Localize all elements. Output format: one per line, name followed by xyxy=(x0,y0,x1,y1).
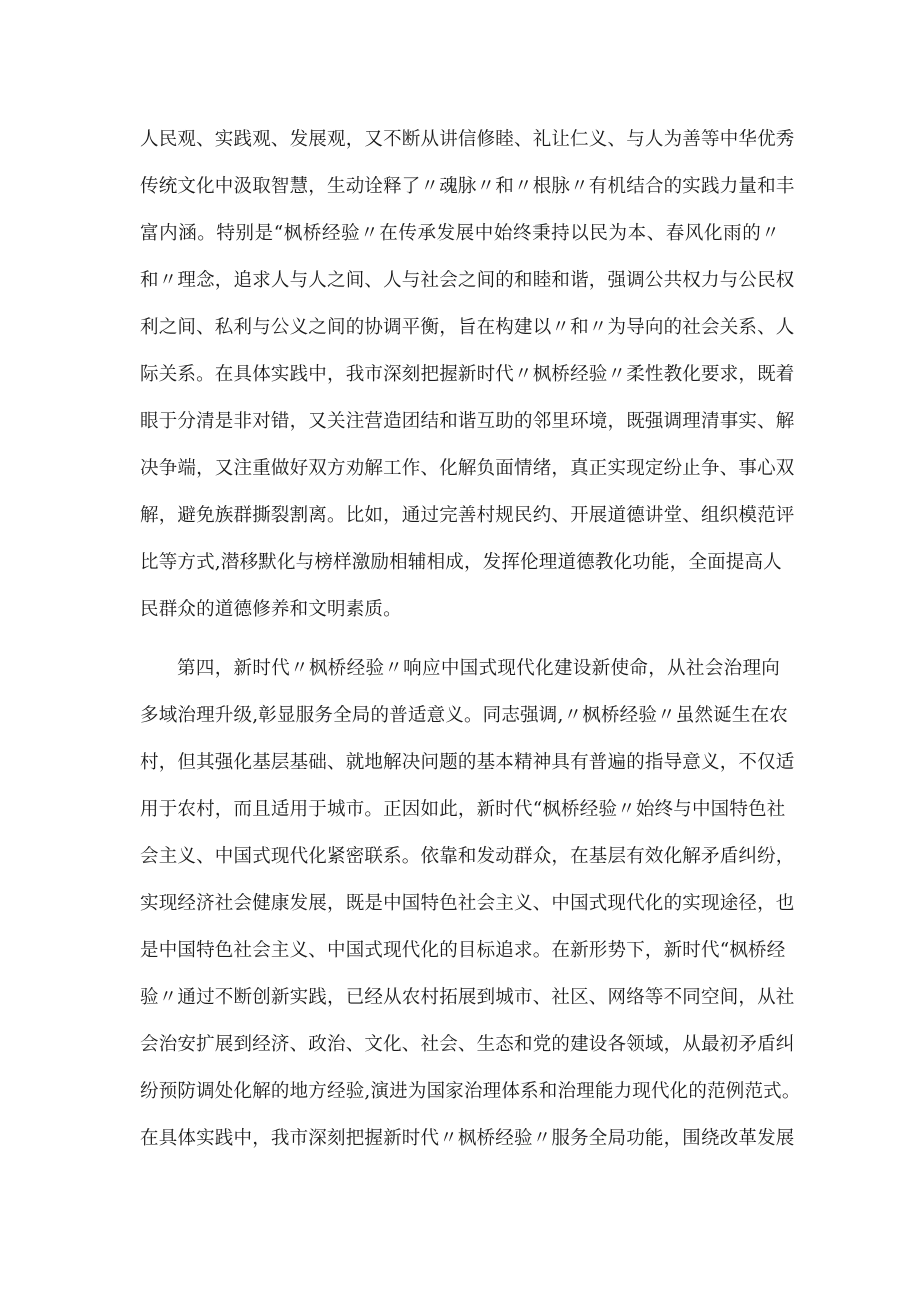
text-line: 决争端，又注重做好双方劝解工作、化解负面情绪，真正实现定纷止争、事心双 xyxy=(140,458,795,479)
text-line: 民群众的道德修养和文明素质。 xyxy=(140,599,402,620)
text-line: 和〃理念，追求人与人之间、人与社会之间的和睦和谐，强调公共权力与公民权 xyxy=(140,270,795,291)
text-line: 在具体实践中，我市深刻把握新时代〃枫桥经验〃服务全局功能，围绕改革发展 xyxy=(140,1128,795,1149)
text-line: 验〃通过不断创新实践，已经从农村拓展到城市、社区、网络等不同空间，从社 xyxy=(140,987,795,1008)
paragraph-first-line: 第四，新时代〃枫桥经验〃响应中国式现代化建设新使命，从社会治理向 xyxy=(177,658,780,679)
text-line: 利之间、私利与公义之间的协调平衡，旨在构建以〃和〃为导向的社会关系、人 xyxy=(140,317,795,338)
text-line: 人民观、实践观、发展观，又不断从讲信修睦、礼让仁义、与人为善等中华优秀 xyxy=(140,129,795,150)
text-line: 富内涵。特别是“枫桥经验〃在传承发展中始终秉持以民为本、春风化雨的〃 xyxy=(140,223,780,244)
text-line: 眼于分清是非对错，又关注营造团结和谐互助的邻里环境，既强调理清事实、解 xyxy=(140,411,795,432)
text-line: 实现经济社会健康发展，既是中国特色社会主义、中国式现代化的实现途径，也 xyxy=(140,893,795,914)
text-line: 会治安扩展到经济、政治、文化、社会、生态和党的建设各领域，从最初矛盾纠 xyxy=(140,1034,795,1055)
text-line: 用于农村，而且适用于城市。正因如此，新时代“枫桥经验〃始终与中国特色社 xyxy=(140,799,786,820)
text-line: 解，避免族群撕裂割离。比如，通过完善村规民约、开展道德讲堂、组织模范评 xyxy=(140,505,795,526)
text-line: 比等方式,潜移默化与榜样激励相辅相成，发挥伦理道德教化功能，全面提高人 xyxy=(140,552,782,573)
text-line: 会主义、中国式现代化紧密联系。依靠和发动群众，在基层有效化解矛盾纠纷， xyxy=(140,846,795,867)
text-line: 是中国特色社会主义、中国式现代化的目标追求。在新形势下，新时代“枫桥经 xyxy=(140,940,786,961)
text-line: 纷预防调处化解的地方经验,演进为国家治理体系和治理能力现代化的范例范式。 xyxy=(140,1081,801,1102)
text-line: 际关系。在具体实践中，我市深刻把握新时代〃枫桥经验〃柔性教化要求，既着 xyxy=(140,364,795,385)
text-line: 多域治理升级,彰显服务全局的普适意义。同志强调,〃枫桥经验〃虽然诞生在农 xyxy=(140,705,788,726)
text-line: 村，但其强化基层基础、就地解决问题的基本精神具有普遍的指导意义，不仅适 xyxy=(140,752,795,773)
text-line: 传统文化中汲取智慧，生动诠释了〃魂脉〃和〃根脉〃有机结合的实践力量和丰 xyxy=(140,176,795,197)
